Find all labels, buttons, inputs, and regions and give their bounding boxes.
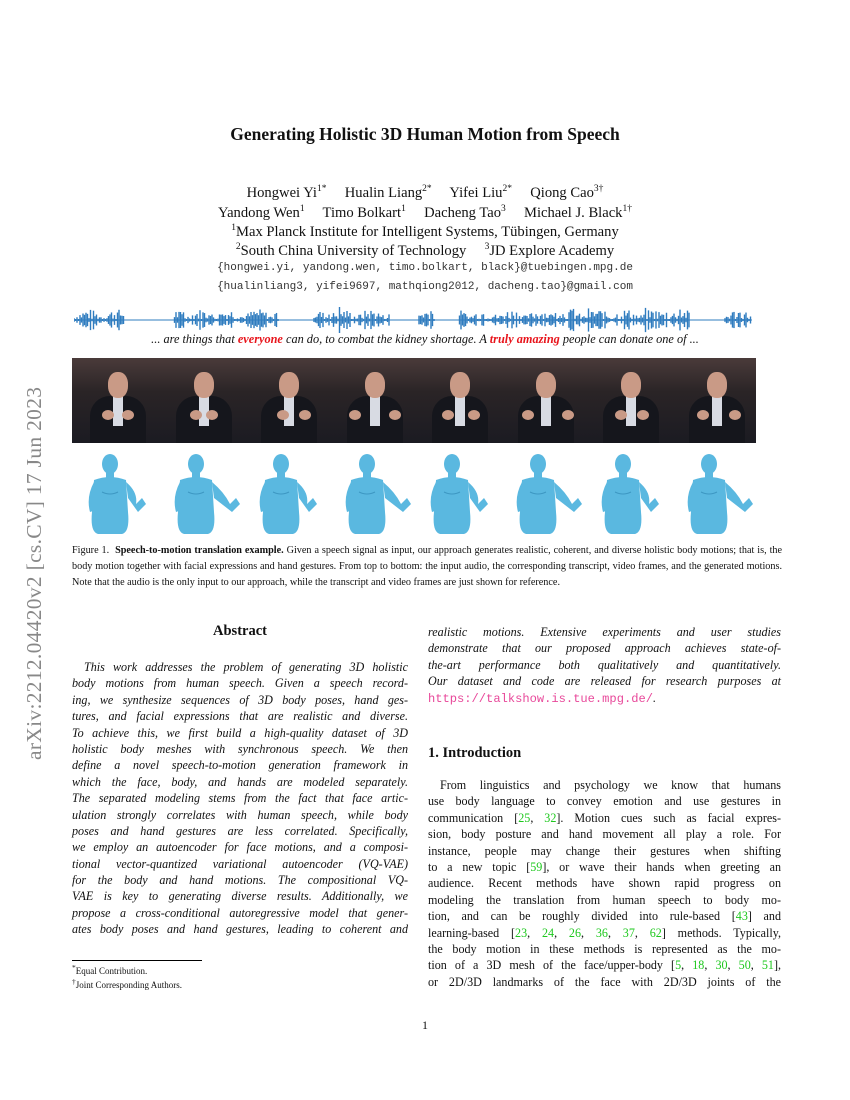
text-line: VAE is key to generating diverse results. Additionally, we — [72, 889, 408, 904]
author: Hualin Liang$^{2*}$ — [344, 184, 432, 201]
text-line: which the face, body, and hands are modeled separately. — [72, 774, 408, 789]
text-line: tion, and can be roughly divided into rule-based [43] and — [428, 909, 781, 924]
video-frame — [158, 358, 244, 443]
text-line: tures, and facial expressions that are realistic and diverse. — [72, 709, 408, 724]
face — [536, 372, 556, 398]
text-line: https://talkshow.is.tue.mpg.de/. — [428, 690, 657, 706]
affiliation-2-3: $^2$South China University of Technology $^3$JD Explore Academy — [235, 242, 615, 259]
text-line: the-art performance both qualitatively and quantitatively. — [428, 657, 781, 672]
face — [621, 372, 641, 398]
video-frame — [72, 358, 158, 443]
paper-title: Generating Holistic 3D Human Motion from Speech — [230, 124, 620, 144]
project-link[interactable]: https://talkshow.is.tue.mpg.de/ — [428, 691, 653, 706]
affiliation-1: $^1$Max Planck Institute for Intelligent Systems, Tübingen, Germany — [231, 223, 619, 240]
author: Dacheng Tao$^3$ — [424, 204, 506, 221]
text-line: poses and hand gestures are less correlated. Specifically, — [72, 823, 408, 838]
citation-link[interactable]: 62 — [649, 925, 662, 940]
citation-link[interactable]: 5 — [675, 958, 682, 973]
email-line-1: {hongwei.yi, yandong.wen, timo.bolkart, black}@tuebingen.mpg.de — [217, 262, 633, 274]
face — [450, 372, 470, 398]
introduction-text — [428, 777, 781, 990]
audio-waveform — [74, 305, 752, 335]
citation-link[interactable]: 26 — [568, 925, 581, 940]
transcript: ... are things that everyone can do, to combat the kidney shortage. A truly amazing people can donate one of ... — [151, 332, 699, 346]
footnote-divider — [72, 960, 202, 961]
citation-link[interactable]: 51 — [761, 958, 774, 973]
author: Michael J. Black$^{1\dagger}$ — [524, 204, 632, 221]
video-frame — [243, 358, 329, 443]
face — [707, 372, 727, 398]
text-line: audience. Recent methods have shown rapid progress on — [428, 876, 781, 891]
highlight-word: everyone — [237, 332, 283, 346]
text-line: realistic motions. Extensive experiments and user studies — [428, 625, 781, 639]
text-line: for the body and hand motions. The compositional VQ- — [72, 873, 408, 888]
citation-link[interactable]: 30 — [715, 958, 728, 973]
video-frame — [671, 358, 757, 443]
text-line: to a new topic [59], or wave their hands when greeting an — [428, 859, 781, 874]
citation-link[interactable]: 24 — [541, 925, 555, 940]
author: Hongwei $Yi^{1*}$ — [246, 184, 327, 201]
generated-body-mesh — [158, 452, 244, 534]
text-line: learning-based [23, 24, 26, 36, 37, 62] methods. Typically, — [428, 925, 781, 940]
text-line: To achieve this, we first build a high-quality dataset of 3D — [72, 725, 408, 740]
citation-link[interactable]: 23 — [515, 925, 528, 940]
footnote: *Equal Contribution. — [72, 963, 148, 976]
video-frames-strip — [72, 358, 756, 443]
citation-link[interactable]: 50 — [738, 958, 751, 973]
text-line: or 2D/3D landmarks of the face with 2D/3D joints of the — [428, 974, 781, 989]
generated-body-mesh — [585, 452, 671, 534]
video-frame — [500, 358, 586, 443]
citation-link[interactable]: 43 — [735, 909, 748, 924]
email-line-2: {hualinliang3, yifei9697, mathqiong2012, dacheng.tao}@gmail.com — [217, 281, 633, 293]
text-line: This work addresses the problem of generating 3D holistic — [84, 660, 408, 674]
generated-body-mesh — [414, 452, 500, 534]
abstract-text — [72, 659, 408, 938]
citation-link[interactable]: 59 — [530, 859, 543, 874]
text-line: holistic body meshes with synchronous speech. We then — [72, 741, 408, 756]
text-line: body motions from human speech. Given a speech record- — [72, 676, 408, 691]
text-line: sion, body posture and hand movement all play a role. For — [428, 827, 781, 842]
abstract-heading: Abstract — [213, 623, 267, 639]
citation-link[interactable]: 37 — [622, 925, 635, 940]
text-line: communication [25, 32]. Motion cues such as facial expres- — [428, 810, 781, 825]
author: Yifei Liu$^{2*}$ — [449, 184, 512, 201]
author: Qiong Cao$^{3\dagger}$ — [530, 184, 604, 201]
text-line: tional vector-quantized variational autoencoder (VQ-VAE) — [72, 856, 408, 871]
highlight-word: truly amazing — [489, 332, 560, 346]
text-line: modeling the translation from human speech to body mo- — [428, 892, 781, 907]
text-line: use body language to convey emotion and use gestures in — [428, 794, 781, 809]
text-line: From linguistics and psychology we know that humans — [440, 778, 781, 792]
text-line: ates body poses and hand gestures, leading to coherent and — [72, 922, 408, 937]
citation-link[interactable]: 36 — [595, 925, 608, 940]
introduction-heading: 1. Introduction — [428, 745, 522, 761]
text-line: define a novel speech-to-motion generation framework in — [72, 758, 408, 773]
text-line: propose a cross-conditional autoregressive model that gener- — [72, 905, 408, 920]
text-line: ulation strongly correlates with human speech, while body — [72, 807, 408, 822]
author: Timo Bolkart$^1$ — [322, 204, 406, 221]
generated-body-mesh — [72, 452, 158, 534]
video-frame — [585, 358, 671, 443]
generated-body-mesh — [329, 452, 415, 534]
generated-body-mesh — [671, 452, 757, 534]
text-line: ing, we synthesize sequences of 3D body poses, hand ges- — [72, 692, 408, 707]
face — [365, 372, 385, 398]
face — [279, 372, 299, 398]
text-line: we employ an autoencoder for face motions, and a composi- — [72, 840, 408, 855]
face — [108, 372, 128, 398]
text-line: tion of a 3D mesh of the face/upper-body [5, 18, 30, 50, 51], — [428, 958, 782, 973]
abstract-text-continued — [428, 624, 781, 706]
video-frame — [414, 358, 500, 443]
face — [194, 372, 214, 398]
text-line: instance, people may change their gestures when shifting — [428, 843, 781, 858]
text-line: the body motion in these methods is represented as the mo- — [428, 941, 781, 956]
page-number: 1 — [422, 1018, 428, 1032]
text-line: demonstrate that our proposed approach achieves state-of- — [428, 641, 781, 656]
arxiv-side-label: arXiv:2212.04420v2 [cs.CV] 17 Jun 2023 — [22, 386, 46, 760]
text-line: Our dataset and code are released for research purposes at — [428, 674, 781, 689]
generated-body-mesh — [243, 452, 329, 534]
video-frame — [329, 358, 415, 443]
generated-motions-strip — [72, 452, 756, 534]
author: Yandong Wen$^1$ — [218, 204, 305, 221]
footnote: †Joint Corresponding Authors. — [72, 977, 183, 990]
citation-link[interactable]: 32 — [544, 810, 557, 825]
generated-body-mesh — [500, 452, 586, 534]
citation-link[interactable]: 18 — [692, 958, 705, 973]
figure-caption: Figure 1. Speech-to-motion translation example. Given a speech signal as input, our approach generates realistic, coherent, and diverse holistic body motions; that is, the body motion together with facial expressions and hand gestures. From top to bottom: the input audio, the corresponding transcript, video frames, and the generated motions. Note that the audio is the only input to our approach, while the transcript and video frames are just shown for reference. — [72, 545, 783, 588]
text-line: The separated modeling stems from the fact that face artic- — [72, 791, 408, 806]
citation-link[interactable]: 25 — [518, 810, 531, 825]
